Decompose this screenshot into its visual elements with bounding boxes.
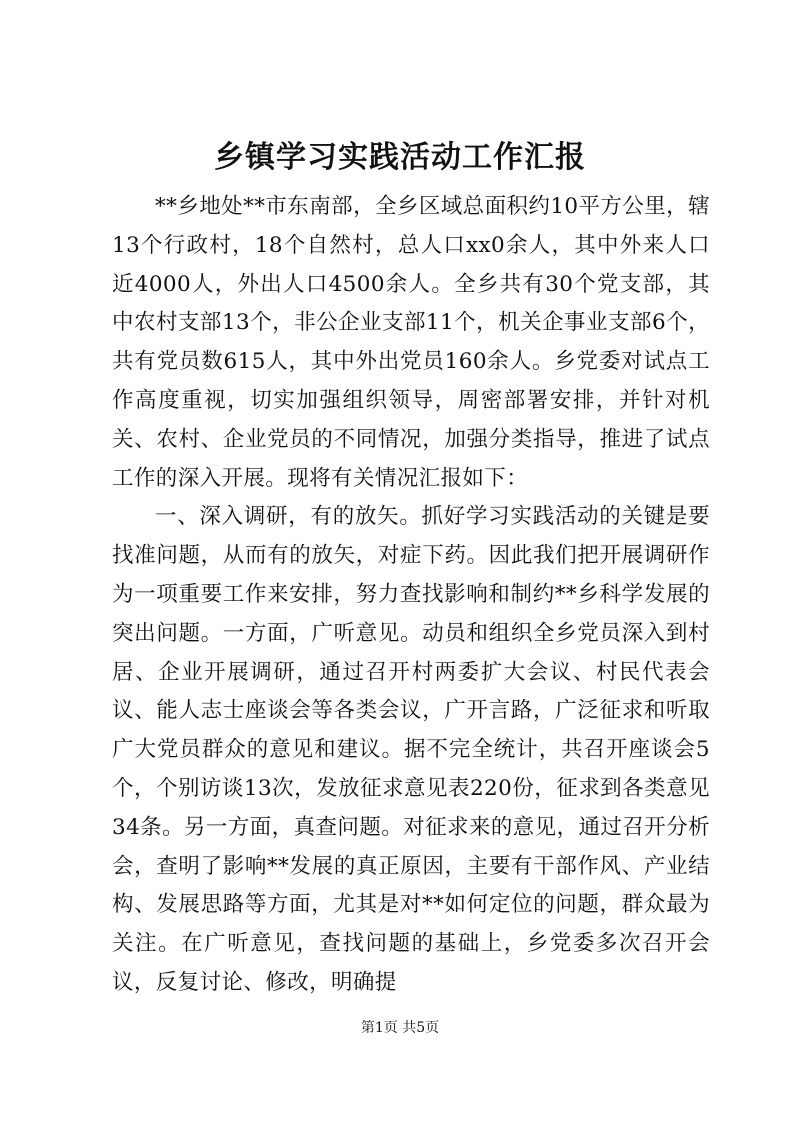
paragraph-section-one: 一、深入调研，有的放矢。抓好学习实践活动的关键是要找准问题，从而有的放矢，对症下药。因此我们把开展调研作为一项重要工作来安排，努力查找影响和制约**乡科学发展的突出问题。一方面，广听意见。动员和组织全乡党员深入到村居、企业开展调研，通过召开村两委扩大会议、村民代表会议、能人志士座谈会等各类会议，广开言路，广泛征求和听取广大党员群众的意见和建议。据不完全统计，共召开座谈会5个，个别访谈13次，发放征求意见表220份，征求到各类意见34条。另一方面，真查问题。对征求来的意见，通过召开分析会，查明了影响**发展的真正原因，主要有干部作风、产业结构、发展思路等方面，尤其是对**如何定位的问题，群众最为关注。在广听意见，查找问题的基础上，乡党委多次召开会议，反复讨论、修改，明确提	[112, 504, 710, 995]
paragraph-intro: **乡地处**市东南部，全乡区域总面积约10平方公里，辖13个行政村，18个自然村，总人口xx0余人，其中外来人口近4000人，外出人口4500余人。全乡共有30个党支部，其中农村支部13个，非公企业支部11个，机关企事业支部6个，共有党员数615人，其中外出党员160余人。乡党委对试点工作高度重视，切实加强组织领导，周密部署安排，并针对机关、农村、企业党员的不同情况，加强分类指导，推进了试点工作的深入开展。现将有关情况汇报如下：	[112, 194, 710, 491]
document-title: 乡镇学习实践活动工作汇报	[214, 140, 586, 175]
document-body	[112, 188, 710, 1003]
page-footer: 第1页 共5页	[360, 1020, 440, 1036]
